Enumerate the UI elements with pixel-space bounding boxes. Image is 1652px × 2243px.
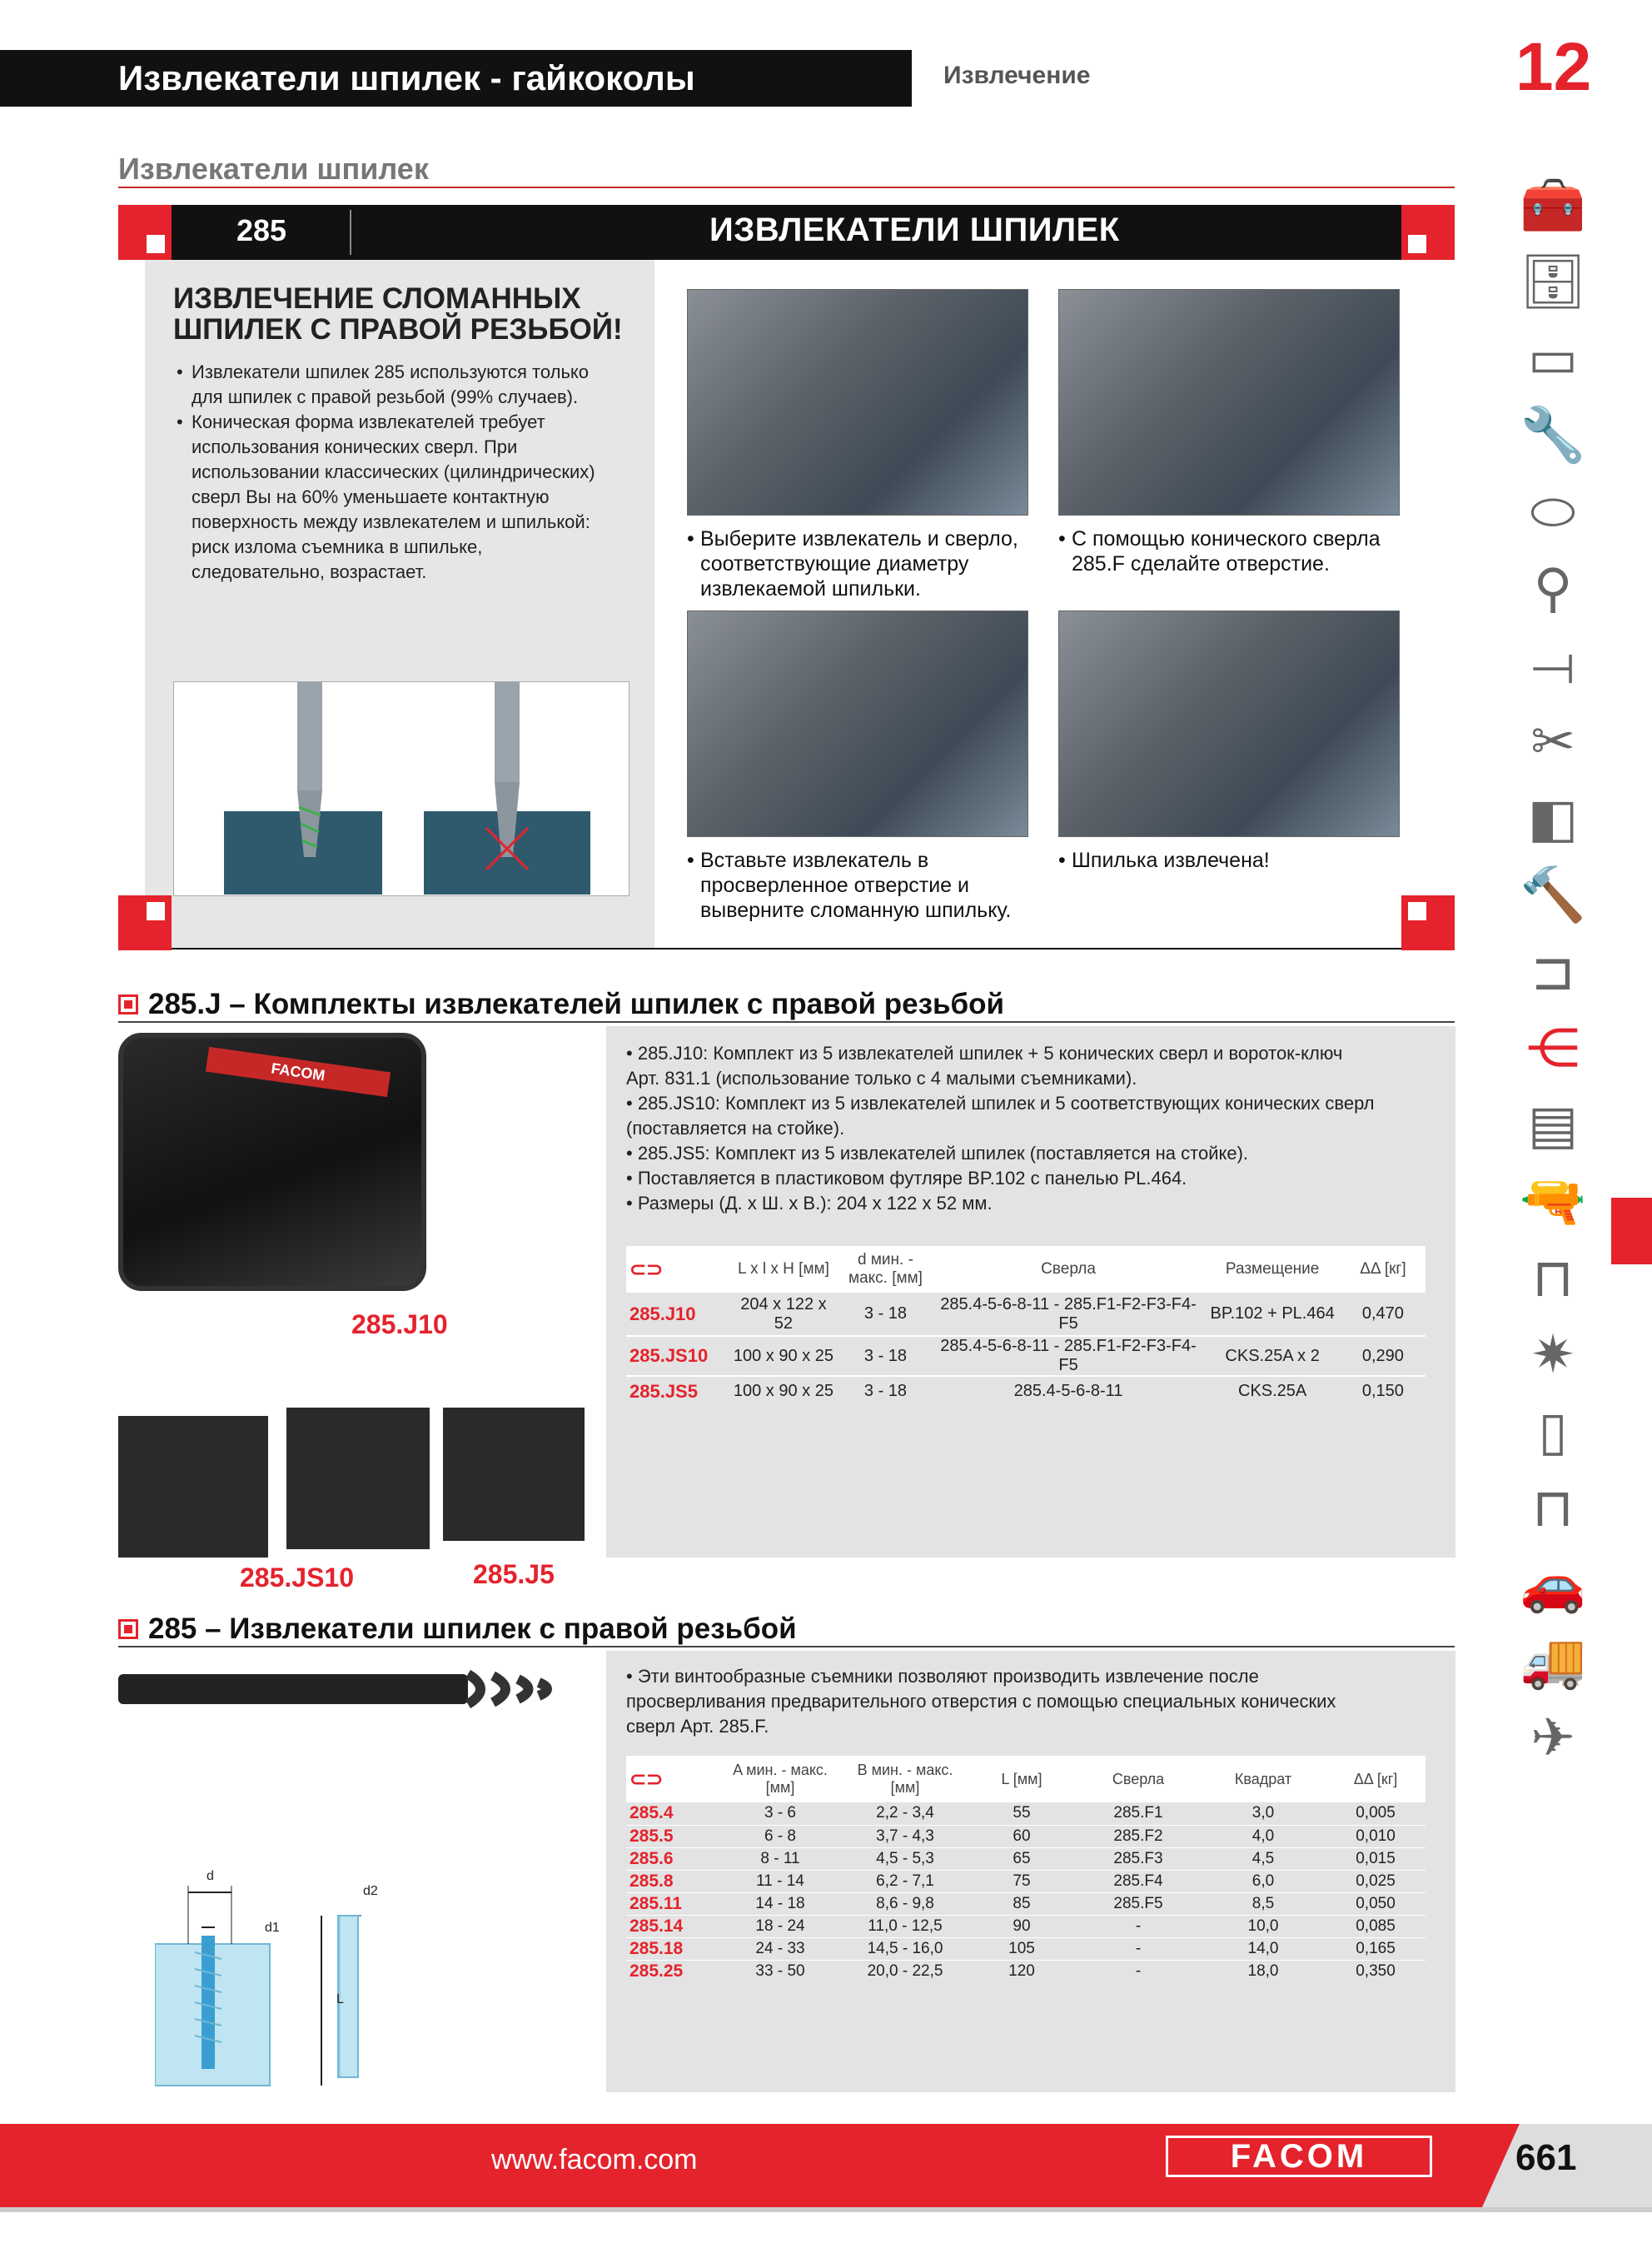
band-title: ИЗВЛЕКАТЕЛИ ШПИЛЕК xyxy=(709,212,1120,248)
extractor-icon[interactable]: ⋲ xyxy=(1526,1017,1580,1078)
table-row: 285.JS10 100 x 90 x 25 3 - 18 285.4-5-6-8-11 - 285.F1-F2-F3-F4-F5 CKS.25A x 2 0,290 xyxy=(626,1336,1426,1376)
intro-bullet: • Коническая форма извлекателей требует использования конических сверл. При использовании классических (цилиндрических) сверл Вы на 60% уменьшаете контактную поверхность между извлекателем и шпилькой: риск излома съемника в шпильке, следовательно, возрастает. xyxy=(173,410,606,585)
step-caption-3: • Вставьте извлекатель в просверленное отверстие и выверните сломанную шпильку. xyxy=(687,848,1037,923)
tool-case-image xyxy=(118,1033,426,1291)
step-photo-3 xyxy=(687,611,1028,837)
intro-bullets xyxy=(173,360,606,585)
table-row: 285.5 6 - 8 3,7 - 4,3 60 285.F2 4,0 0,010 xyxy=(626,1825,1426,1847)
step-photo-1 xyxy=(687,289,1028,516)
section2-divider xyxy=(118,1646,1455,1647)
impact-wrench-icon[interactable]: 🔫 xyxy=(1520,1170,1586,1231)
section-name: Извлечение xyxy=(943,62,1091,89)
step-caption-2: • С помощью конического сверла 285.F сделайте отверстие. xyxy=(1058,526,1408,576)
dim-label-d: d xyxy=(206,1869,214,1883)
table-row: 285.18 24 - 33 14,5 - 16,0 105 - 14,0 0,165 xyxy=(626,1937,1426,1960)
step-caption-4: • Шпилька извлечена! xyxy=(1058,848,1408,873)
weight-icon: ΔΔ xyxy=(1360,1260,1381,1278)
subtitle-divider xyxy=(118,187,1455,188)
pliers-icon[interactable]: ✂ xyxy=(1530,710,1575,771)
intro-heading: ИЗВЛЕЧЕНИЕ СЛОМАННЫХ ШПИЛЕК С ПРАВОЙ РЕЗЬБОЙ! xyxy=(173,282,623,346)
page-number: 661 xyxy=(1515,2137,1577,2178)
airplane-icon[interactable]: ✈ xyxy=(1530,1707,1575,1767)
page-title: Извлекатели шпилек - гайкоколы xyxy=(118,58,695,97)
tool-box-icon[interactable]: 🧰 xyxy=(1520,174,1586,235)
dim-label-d2: d2 xyxy=(363,1884,378,1898)
panel-corner-br xyxy=(1401,895,1455,950)
electrical-switch-icon[interactable]: ▯ xyxy=(1538,1400,1568,1461)
extractor-image xyxy=(118,1667,568,1711)
step-caption-1: • Выберите извлекатель и сверло, соответствующие диаметру извлекаемой шпильки. xyxy=(687,526,1037,601)
panel-corner-bl xyxy=(118,895,172,950)
weight-icon: ΔΔ xyxy=(1353,1770,1373,1787)
case-brand-label: FACOM xyxy=(206,1047,391,1097)
band-corner-right xyxy=(1401,205,1455,260)
page-title-bar xyxy=(0,50,912,107)
section1-bullets: • 285.J10: Комплект из 5 извлекателей шпилек + 5 конических сверл и вороток-ключ Арт. 831.1 (использование только с 4 малыми съемниками). • 285.JS10: Комплект из 5 извлекателей шпилек и 5 соответствующих конических сверл (поставляется на стойке). • 285.JS5: Комплект из 5 извлекателей шпилек (поставляется на стойке). • Поставляется в пластиковом футляре BP.102 с панелью PL.464. • Размеры (Д. х Ш. х В.): 204 x 122 x 52 мм. xyxy=(626,1043,1375,1214)
tool-cabinet-icon[interactable]: 🗄 xyxy=(1519,251,1587,312)
product-code-icon: ⊂⊃ xyxy=(629,1258,664,1281)
label-285-j5: 285.J5 xyxy=(473,1559,555,1589)
hacksaw-icon[interactable]: ⊐ xyxy=(1530,940,1575,1001)
table-row: 285.JS5 100 x 90 x 25 3 - 18 285.4-5-6-8-11 CKS.25A 0,150 xyxy=(626,1376,1426,1406)
section-marker xyxy=(118,1619,138,1639)
section1-title: 285.J – Комплекты извлекателей шпилек с правой резьбой xyxy=(148,988,1005,1020)
tool-case-icon[interactable]: ▭ xyxy=(1527,327,1579,388)
chapter-number: 12 xyxy=(1515,29,1592,105)
intro-bullet: • Извлекатели шпилек 285 используются только для шпилек с правой резьбой (99% случаев). xyxy=(173,360,606,410)
section2-bullets: • Эти винтообразные съемники позволяют производить извлечение после просверливания предварительного отверстия с помощью специальных конических сверл Арт. 285.F. xyxy=(626,1666,1336,1737)
table-row: 285.J10 204 x 122 x 52 3 - 18 285.4-5-6-8-11 - 285.F1-F2-F3-F4-F5 BP.102 + PL.464 0,470 xyxy=(629,1294,1404,1333)
hammer-icon[interactable]: 🔨 xyxy=(1520,864,1586,925)
footer-strip xyxy=(0,2207,1652,2212)
product-code-icon: ⊂⊃ xyxy=(629,1767,664,1791)
spark-safety-icon[interactable]: ✷ xyxy=(1530,1323,1575,1384)
step-photo-2 xyxy=(1058,289,1400,516)
section2-title: 285 – Извлекатели шпилек с правой резьбой xyxy=(148,1612,797,1645)
section1-divider xyxy=(118,1021,1455,1023)
truck-icon[interactable]: 🚚 xyxy=(1520,1630,1586,1691)
label-285-j10: 285.J10 xyxy=(351,1309,448,1339)
electrical-tester-icon[interactable]: ▤ xyxy=(1527,1094,1579,1154)
panel-bottom-rule xyxy=(172,948,1401,950)
label-285-js10: 285.JS10 xyxy=(240,1563,355,1593)
extractor-comparison-diagram xyxy=(173,681,629,896)
dimension-diagram xyxy=(155,1869,388,2102)
step-photo-4 xyxy=(1058,611,1400,837)
socket-icon[interactable]: ⬭ xyxy=(1530,481,1576,541)
drill-comparison-svg xyxy=(174,682,630,897)
screwdriver-icon[interactable]: ⟞ xyxy=(1530,634,1575,695)
tape-measure-icon[interactable]: ◧ xyxy=(1527,787,1579,848)
table-row: 285.4 3 - 6 2,2 - 3,4 55 285.F1 3,0 0,005 xyxy=(629,1803,1396,1823)
table-header-row: ⊂⊃ L x l x H [мм] d мин. - макс. [мм] Сверла Размещение ΔΔ [кг] xyxy=(626,1246,1426,1293)
band-code: 285 xyxy=(236,213,287,247)
vise-icon[interactable]: ⊓ xyxy=(1532,1247,1574,1308)
section1-table xyxy=(626,1246,1426,1406)
category-icon-nav xyxy=(1499,167,1607,1776)
car-icon[interactable]: 🚗 xyxy=(1520,1553,1586,1614)
band-separator xyxy=(350,210,351,255)
table-header-row: ⊂⊃ A мин. - макс. [мм] B мин. - макс. [мм] L [мм] Сверла Квадрат ΔΔ [кг] xyxy=(626,1756,1426,1802)
section2-table xyxy=(626,1756,1426,1982)
handle-icon[interactable]: ⊓ xyxy=(1532,1477,1574,1538)
table-row: 285.8 11 - 14 6,2 - 7,1 75 285.F4 6,0 0,025 xyxy=(626,1870,1426,1892)
wrench-icon[interactable]: 🔧 xyxy=(1520,404,1586,465)
rack-image-3 xyxy=(443,1408,585,1541)
product-band xyxy=(118,205,1455,260)
band-corner-left xyxy=(118,205,172,260)
footer-url[interactable]: www.facom.com xyxy=(491,2144,698,2176)
dim-label-d1: d1 xyxy=(265,1921,280,1935)
facom-logo: FACOM xyxy=(1166,2136,1432,2177)
active-category-flag xyxy=(1611,1198,1652,1264)
subtitle: Извлекатели шпилек xyxy=(118,152,429,186)
table-row: 285.11 14 - 18 8,6 - 9,8 85 285.F5 8,5 0,050 xyxy=(626,1892,1426,1915)
table-row: 285.25 33 - 50 20,0 - 22,5 120 - 18,0 0,350 xyxy=(626,1960,1426,1982)
ratchet-icon[interactable]: ⚲ xyxy=(1533,557,1573,618)
table-row: 285.14 18 - 24 11,0 - 12,5 90 - 10,0 0,085 xyxy=(626,1915,1426,1937)
rack-image-1 xyxy=(118,1416,268,1558)
dim-label-L: L xyxy=(336,1992,344,2006)
section-marker xyxy=(118,994,138,1014)
rack-image-2 xyxy=(286,1408,430,1549)
table-row: 285.6 8 - 11 4,5 - 5,3 65 285.F3 4,5 0,015 xyxy=(626,1847,1426,1870)
